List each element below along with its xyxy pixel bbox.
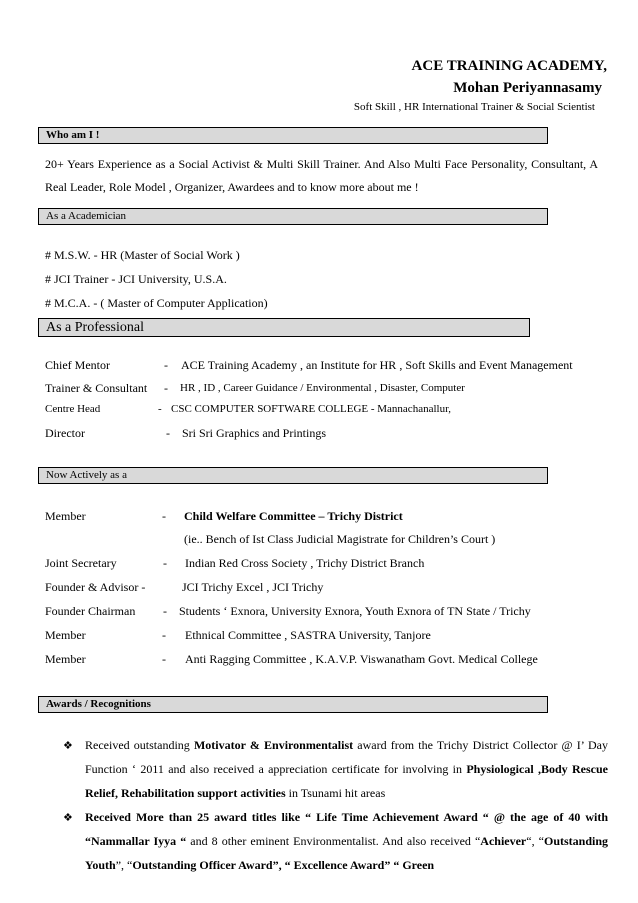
person-name: Mohan Periyannasamy bbox=[453, 80, 602, 96]
award-text-bold: Outstanding Youth bbox=[85, 834, 609, 872]
award-text-bold: Outstanding Officer Award”, “ Excellence Award” “ Green bbox=[132, 858, 435, 872]
organization-name: ACE TRAINING ACADEMY, bbox=[411, 58, 607, 74]
role: Member bbox=[45, 509, 86, 523]
dash: - bbox=[164, 358, 168, 372]
role: Trainer & Consultant bbox=[45, 381, 148, 395]
award-text: ”, “ bbox=[115, 858, 133, 872]
dash: - bbox=[163, 604, 167, 618]
award-text: award from the Trichy District Collector @ I’ Day Function ‘ 2011 and also received a appreciation certificate for involving in bbox=[85, 738, 608, 776]
role: Member bbox=[45, 652, 86, 666]
role: Founder Chairman bbox=[45, 604, 136, 618]
award-text-bold: Physiological ,Body Rescue Relief, Rehabilitation support activities bbox=[85, 762, 608, 800]
description: JCI Trichy Excel , JCI Trichy bbox=[182, 580, 324, 594]
role: Founder & Advisor - bbox=[45, 580, 146, 594]
dash: - bbox=[166, 426, 170, 440]
award-item bbox=[85, 733, 608, 805]
description: CSC COMPUTER SOFTWARE COLLEGE - Mannachanallur, bbox=[171, 403, 452, 415]
description: Child Welfare Committee – Trichy District bbox=[184, 509, 403, 523]
award-text-bold: Achiever bbox=[480, 834, 527, 848]
person-subtitle: Soft Skill , HR International Trainer & Social Scientist bbox=[353, 101, 595, 113]
description: Indian Red Cross Society , Trichy District Branch bbox=[185, 556, 425, 570]
award-text-bold: Received More than 25 award titles like “ Life Time Achievement Award “ @ the age of 40 with “Nammallar Iyya “ bbox=[85, 810, 608, 848]
dash: - bbox=[163, 556, 167, 570]
role: Chief Mentor bbox=[45, 358, 110, 372]
role: Director bbox=[45, 426, 85, 440]
academic-item: # JCI Trainer - JCI University, U.S.A. bbox=[45, 272, 227, 286]
description: Anti Ragging Committee , K.A.V.P. Viswanatham Govt. Medical College bbox=[185, 652, 538, 666]
dash: - bbox=[162, 652, 166, 666]
section-awards: Awards / Recognitions bbox=[38, 696, 548, 713]
dash: - bbox=[162, 628, 166, 642]
description: Students ‘ Exnora, University Exnora, Youth Exnora of TN State / Trichy bbox=[179, 604, 531, 618]
dash: - bbox=[162, 509, 166, 523]
award-text: Received outstanding bbox=[85, 738, 194, 752]
description: Sri Sri Graphics and Printings bbox=[182, 426, 326, 440]
section-who-am-i: Who am I ! bbox=[38, 127, 548, 144]
section-academician: As a Academician bbox=[38, 208, 548, 225]
academic-item: # M.S.W. - HR (Master of Social Work ) bbox=[45, 248, 240, 262]
description-extra: (ie.. Bench of Ist Class Judicial Magistrate for Children’s Court ) bbox=[184, 532, 496, 546]
award-text-bold: Motivator & Environmentalist bbox=[193, 738, 354, 752]
award-item bbox=[85, 805, 608, 877]
description: Ethnical Committee , SASTRA University, Tanjore bbox=[185, 628, 431, 642]
role: Centre Head bbox=[45, 403, 101, 415]
role: Member bbox=[45, 628, 86, 642]
diamond-bullet-icon: ❖ bbox=[63, 812, 73, 824]
award-text: in Tsunami hit areas bbox=[285, 786, 386, 800]
description: ACE Training Academy , an Institute for HR , Soft Skills and Event Management bbox=[181, 358, 573, 372]
dash: - bbox=[158, 403, 162, 415]
diamond-bullet-icon: ❖ bbox=[63, 740, 73, 752]
who-am-i-text: 20+ Years Experience as a Social Activist & Multi Skill Trainer. And Also Multi Face Personality, Consultant, A Real Leader, Role Model , Organizer, Awardees and to know more about me ! bbox=[45, 157, 598, 194]
dash: - bbox=[164, 381, 168, 395]
role: Joint Secretary bbox=[45, 556, 117, 570]
description: HR , ID , Career Guidance / Environmental , Disaster, Computer bbox=[180, 382, 465, 394]
section-professional: As a Professional bbox=[38, 318, 530, 337]
academic-item: # M.C.A. - ( Master of Computer Application) bbox=[45, 296, 268, 310]
award-text: and 8 other eminent Environmentalist. And also received “ bbox=[186, 834, 481, 848]
section-now-actively: Now Actively as a bbox=[38, 467, 548, 484]
award-text: “, “ bbox=[526, 834, 544, 848]
